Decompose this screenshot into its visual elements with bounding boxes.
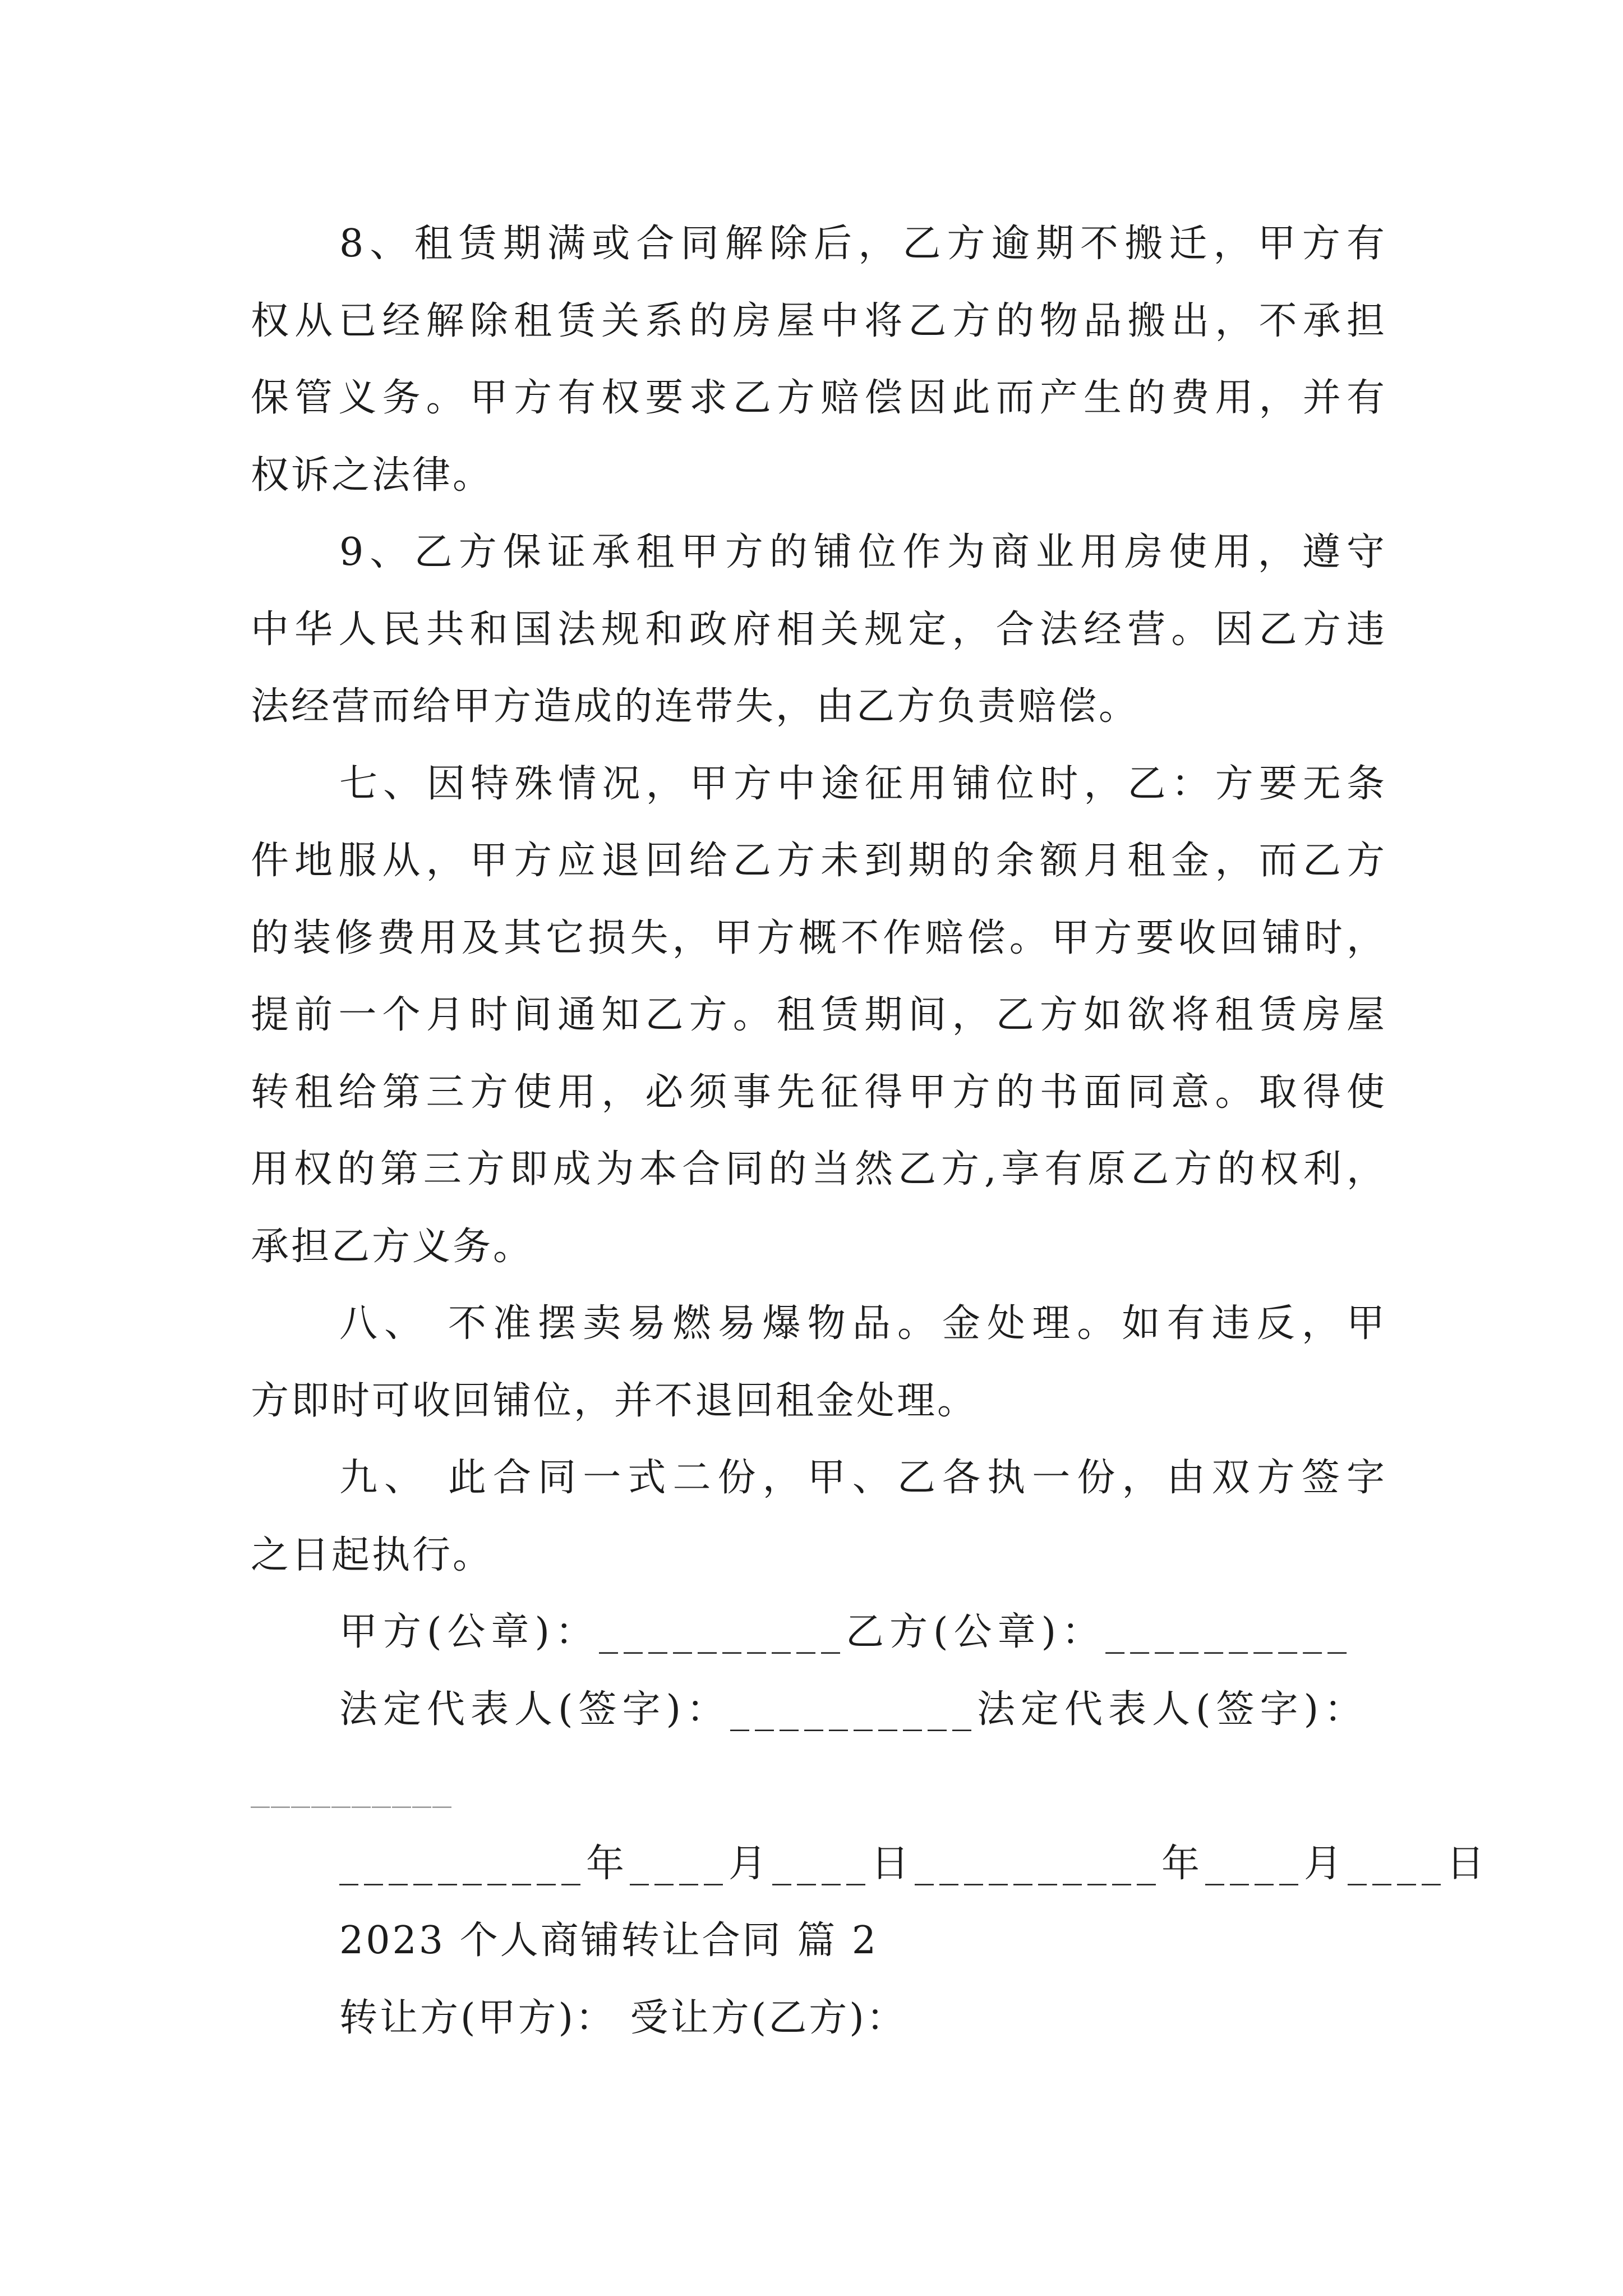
clause-8-line: 8、租赁期满或合同解除后，乙方逾期不搬迁，甲方有: [339, 222, 1387, 266]
document-body: [251, 205, 1491, 2056]
clause-8-line: 保管义务。甲方有权要求乙方赔偿因此而产生的费用，并有: [251, 376, 1387, 420]
article-7-line: 承担乙方义务。: [251, 1224, 534, 1269]
clause-8-paragraph: [251, 205, 1387, 514]
clause-9-paragraph: [251, 514, 1387, 746]
date-line: __________年____月____日__________年____月____日: [339, 1841, 1491, 1886]
next-section: [251, 1902, 1387, 2056]
article-7-line: 转租给第三方使用，必须事先征得甲方的书面同意。取得使: [251, 1070, 1387, 1115]
representative-signature-line: 法定代表人(签字)：__________法定代表人(签字)：: [339, 1687, 1368, 1732]
article-7-line: 提前一个月时间通知乙方。租赁期间，乙方如欲将租赁房屋: [251, 993, 1387, 1037]
section-title: 2023 个人商铺转让合同 篇 2: [339, 1918, 879, 1963]
article-8-line: 八、 不准摆卖易燃易爆物品。金处理。如有违反，甲: [339, 1301, 1387, 1346]
article-7-line: 的装修费用及其它损失，甲方概不作赔偿。甲方要收回铺时，: [251, 915, 1387, 960]
parties-line: 转让方(甲方)： 受让方(乙方)：: [339, 1995, 907, 2040]
representative-signature-blank: __________: [251, 1764, 453, 1809]
article-8-paragraph: [251, 1285, 1387, 1439]
clause-9-line: 法经营而给甲方造成的连带失，由乙方负责赔偿。: [251, 684, 1140, 729]
clause-8-line: 权诉之法律。: [251, 453, 494, 498]
article-7-line: 件地服从，甲方应退回给乙方未到期的余额月租金，而乙方: [251, 839, 1387, 883]
article-9-paragraph: [251, 1439, 1387, 1594]
article-8-line: 方即时可收回铺位，并不退回租金处理。: [251, 1378, 978, 1423]
signature-block: [251, 1594, 1491, 1902]
clause-8-line: 权从已经解除租赁关系的房屋中将乙方的物品搬出，不承担: [251, 298, 1387, 343]
article-7-line: 用权的第三方即成为本合同的当然乙方,享有原乙方的权利，: [251, 1147, 1387, 1191]
article-7-line: 七、因特殊情况，甲方中途征用铺位时，乙：方要无条: [339, 761, 1387, 806]
seal-signature-line: 甲方(公章)：__________乙方(公章)：__________: [339, 1610, 1353, 1654]
article-9-line: 九、 此合同一式二份，甲、乙各执一份，由双方签字: [339, 1456, 1387, 1500]
clause-9-line: 中华人民共和国法规和政府相关规定，合法经营。因乙方违: [251, 607, 1387, 652]
article-9-line: 之日起执行。: [251, 1533, 494, 1577]
clause-9-line: 9、乙方保证承租甲方的铺位作为商业用房使用，遵守: [339, 530, 1387, 574]
article-7-paragraph: [251, 746, 1387, 1286]
